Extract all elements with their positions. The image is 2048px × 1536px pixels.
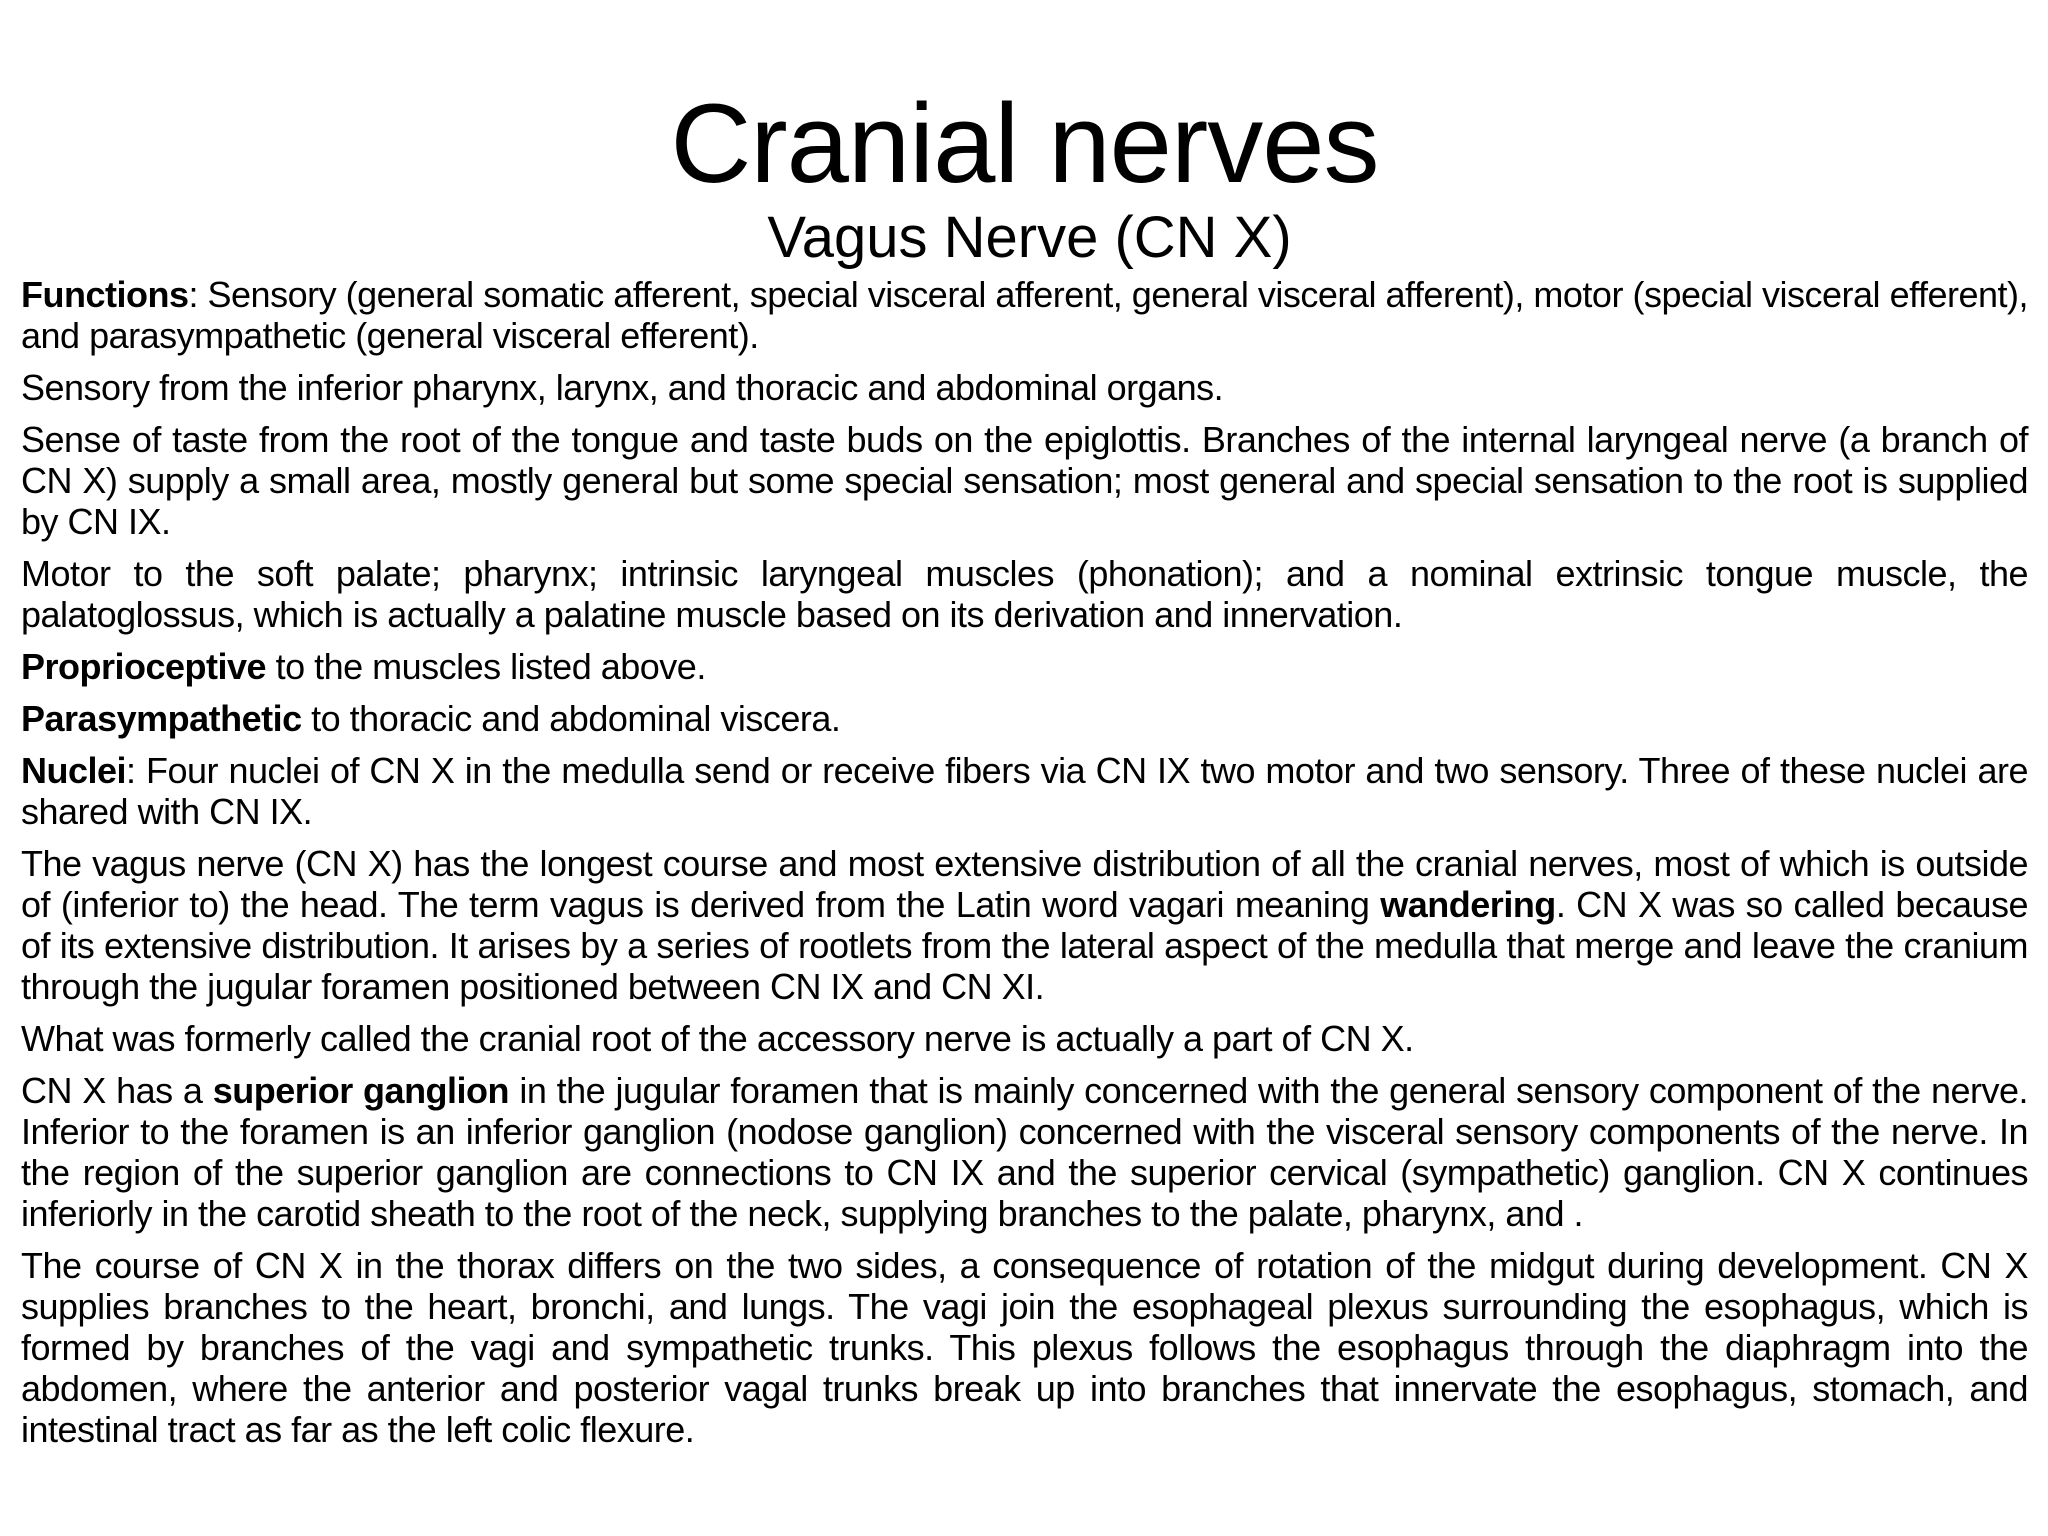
- course-text-before: The vagus nerve (CN X) has the longest course and most extensive distribution of all the cranial nerves, most of which is outside of (inferior to) the head. The term vagus is derived from the Latin word vagari meaning: [21, 843, 2028, 925]
- proprioceptive-text: to the muscles listed above.: [266, 646, 706, 687]
- paragraph-taste: [21, 419, 2028, 542]
- ganglion-bold-term: superior ganglion: [212, 1070, 510, 1111]
- ganglion-text-before: CN X has a: [21, 1070, 213, 1111]
- paragraph-parasympathetic: [21, 698, 2028, 739]
- sensory-text: Sensory from the inferior pharynx, larynx, and thoracic and abdominal organs.: [21, 367, 1224, 408]
- accessory-text: What was formerly called the cranial root of the accessory nerve is actually a part of CN X.: [21, 1018, 1414, 1059]
- slide-body: [21, 274, 2028, 1450]
- paragraph-nuclei: [21, 750, 2028, 832]
- functions-label: Functions: [21, 274, 189, 315]
- slide-subtitle: Vagus Nerve (CN X): [767, 205, 1292, 270]
- thorax-text: The course of CN X in the thorax differs on the two sides, a consequence of rotation of the midgut during development. CN X supplies branches to the heart, bronchi, and lungs. The vagi join the esophageal plexus surrounding the esophagus, which is formed by branches of the vagi and sympathetic trunks. This plexus follows the esophagus through the diaphragm into the abdomen, where the anterior and posterior vagal trunks break up into branches that innervate the esophagus, stomach, and intestinal tract as far as the left colic flexure.: [21, 1245, 2028, 1450]
- paragraph-thorax: [21, 1245, 2028, 1450]
- taste-text: Sense of taste from the root of the tongue and taste buds on the epiglottis. Branches of the internal laryngeal nerve (a branch of CN X) supply a small area, mostly general but some special sensation; most general and special sensation to the root is supplied by CN IX.: [21, 419, 2028, 542]
- paragraph-functions: [21, 274, 2028, 356]
- paragraph-course: [21, 843, 2028, 1007]
- nuclei-text: : Four nuclei of CN X in the medulla send or receive fibers via CN IX two motor and two sensory. Three of these nuclei are shared with CN IX.: [21, 750, 2028, 832]
- slide-title: Cranial nerves: [670, 81, 1379, 206]
- paragraph-proprioceptive: [21, 646, 2028, 687]
- nuclei-label: Nuclei: [21, 750, 127, 791]
- paragraph-motor: [21, 553, 2028, 635]
- parasympathetic-text: to thoracic and abdominal viscera.: [301, 698, 841, 739]
- course-text-after: . CN X was so called because of its extensive distribution. It arises by a series of rootlets from the lateral aspect of the medulla that merge and leave the cranium through the jugular foramen positioned between CN IX and CN XI.: [21, 884, 2029, 1007]
- motor-text: Motor to the soft palate; pharynx; intrinsic laryngeal muscles (phonation); and a nominal extrinsic tongue muscle, the palatoglossus, which is actually a palatine muscle based on its derivation and innervation.: [21, 553, 2028, 635]
- paragraph-ganglion: [21, 1070, 2028, 1234]
- course-bold-term: wandering: [1380, 884, 1556, 925]
- proprioceptive-label: Proprioceptive: [21, 646, 267, 687]
- paragraph-sensory: [21, 367, 2028, 408]
- paragraph-accessory: [21, 1018, 2028, 1059]
- functions-text: : Sensory (general somatic afferent, special visceral afferent, general visceral afferent), motor (special visceral efferent), and parasympathetic (general visceral efferent).: [21, 274, 2028, 356]
- parasympathetic-label: Parasympathetic: [21, 698, 302, 739]
- ganglion-text-after: in the jugular foramen that is mainly concerned with the general sensory component of the nerve. Inferior to the foramen is an inferior ganglion (nodose ganglion) concerned with the visceral sensory components of the nerve. In the region of the superior ganglion are connections to CN IX and the superior cervical (sympathetic) ganglion. CN X continues inferiorly in the carotid sheath to the root of the neck, supplying branches to the palate, pharynx, and .: [21, 1070, 2029, 1234]
